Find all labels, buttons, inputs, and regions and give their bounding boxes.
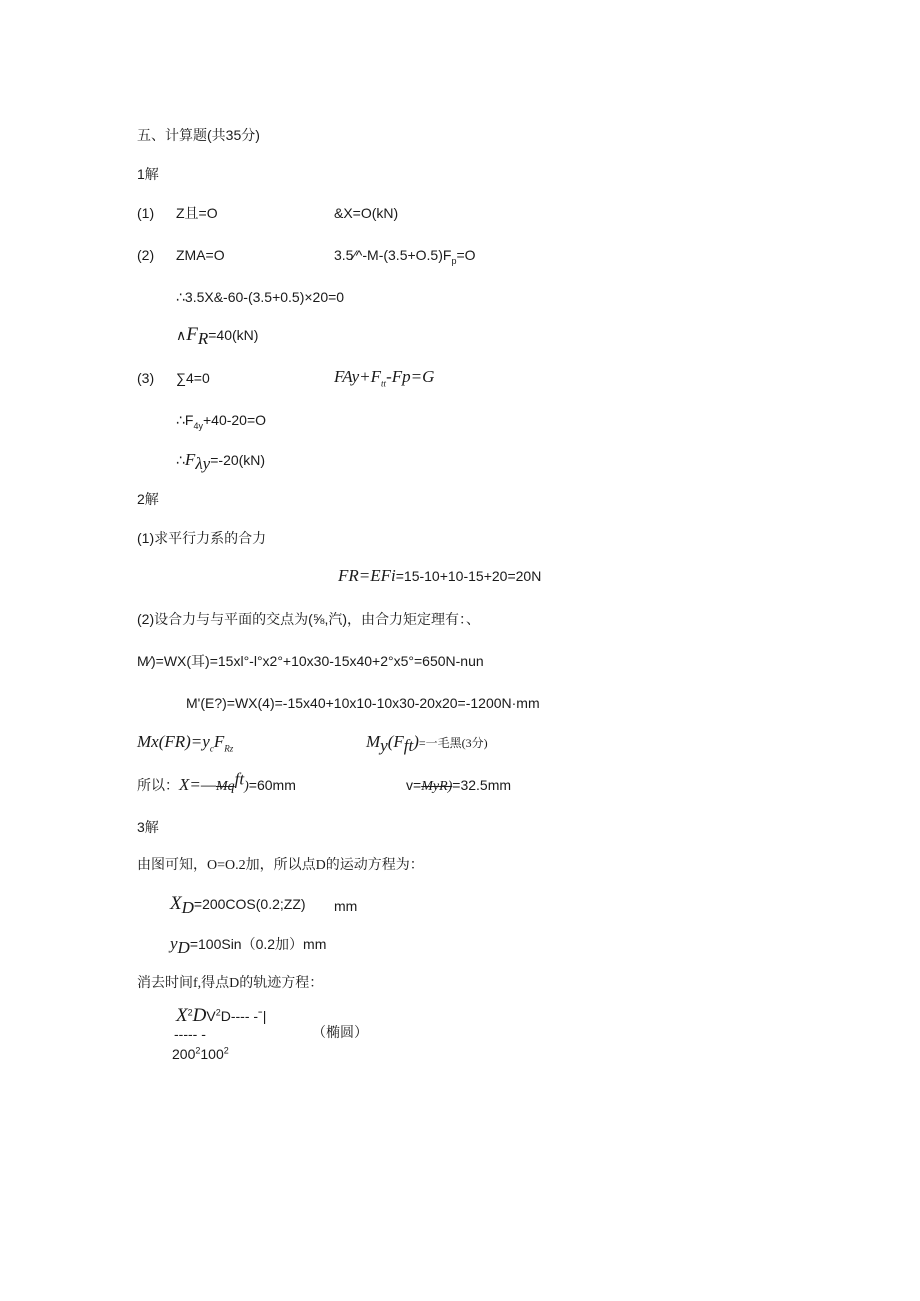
p3-ellipse-note: （椭圆）: [312, 1026, 368, 1041]
p3-fraction-bar: ----- -: [174, 1026, 206, 1042]
section-title: 五、计算题(共35分): [137, 127, 260, 143]
p3-x-motion-unit: mm: [334, 898, 358, 914]
p3-intro-text: 由图可知，O=O.2加，所以点D的运动方程为：: [137, 858, 424, 873]
p1-step1-number: (1): [137, 205, 155, 221]
p1-step3-result: $FAy+F_{tt}-Fp=G$: [334, 367, 435, 389]
p1-step3-substitution: $\therefore F_{4y}+40-20=O$: [176, 412, 267, 431]
p2-moment-relation-x: $Mx(FR)=y_cF_{Rz}$: [137, 732, 234, 754]
p2-moment-relation-y: $M_y(F_{ft})=$一毛黑(3分): [366, 732, 488, 755]
p3-x-motion-equation: $X_D=200COS(0.2;ZZ)$: [170, 893, 306, 917]
p2-moment-y-equation: M'(E?)=WX(4)=-15x40+10x10-10x30-20x20=-1200N·mm: [186, 695, 540, 711]
p2-answer-y: v=MyR)=32.5mm: [406, 777, 512, 794]
p1-step2-result: $3.5⁄\^{}-M-(3.5+O.5)F_p=O$: [334, 247, 476, 266]
p1-step3-answer: $\therefore F_{\lambda y}=-20(kN)$: [176, 450, 266, 473]
problem-3-heading: 3解: [137, 819, 159, 835]
p2-moment-x-equation: M⁄)=WX(耳)=15xl°-l°x2°+10x30-15x40+2°x5°=650N-nun: [137, 653, 484, 669]
p1-step3-number: (3): [137, 370, 155, 386]
p2-part2-label: (2)设合力与与平面的交点为(⅝,汽)，由合力矩定理有：、: [137, 611, 480, 627]
p2-resultant-equation: FR=EFi=15-10+10-15+20=20N: [338, 566, 542, 585]
p1-step1-equation: Z且=O: [176, 205, 218, 221]
problem-2-heading: 2解: [137, 491, 159, 507]
p2-answer-x: 所以：$X=—Mq^{ft})=60mm$: [137, 769, 296, 794]
p3-trajectory-numerator: $X^2DV^2D----$ -ˉ|: [176, 1005, 267, 1026]
p3-trajectory-denominator: $200^2100^2$: [172, 1045, 229, 1062]
p3-y-motion-equation: $y_D=100Sin(0.2$加）mm: [170, 934, 327, 957]
p1-step2-answer: $\wedge F_R=40(kN)$: [176, 324, 259, 348]
p1-step2-equation: ZMA=O: [176, 247, 225, 263]
p1-step3-equation: ∑4=0: [176, 370, 210, 386]
p2-part1-label: (1)求平行力系的合力: [137, 530, 267, 546]
p1-step1-result: &X=O(kN): [334, 205, 399, 221]
problem-1-heading: 1解: [137, 166, 159, 182]
p1-step2-substitution: ∴3.5X&-60-(3.5+0.5)×20=0: [176, 289, 345, 305]
p3-eliminate-time-text: 消去时间f,得点D的轨迹方程：: [137, 976, 324, 991]
p1-step2-number: (2): [137, 247, 155, 263]
